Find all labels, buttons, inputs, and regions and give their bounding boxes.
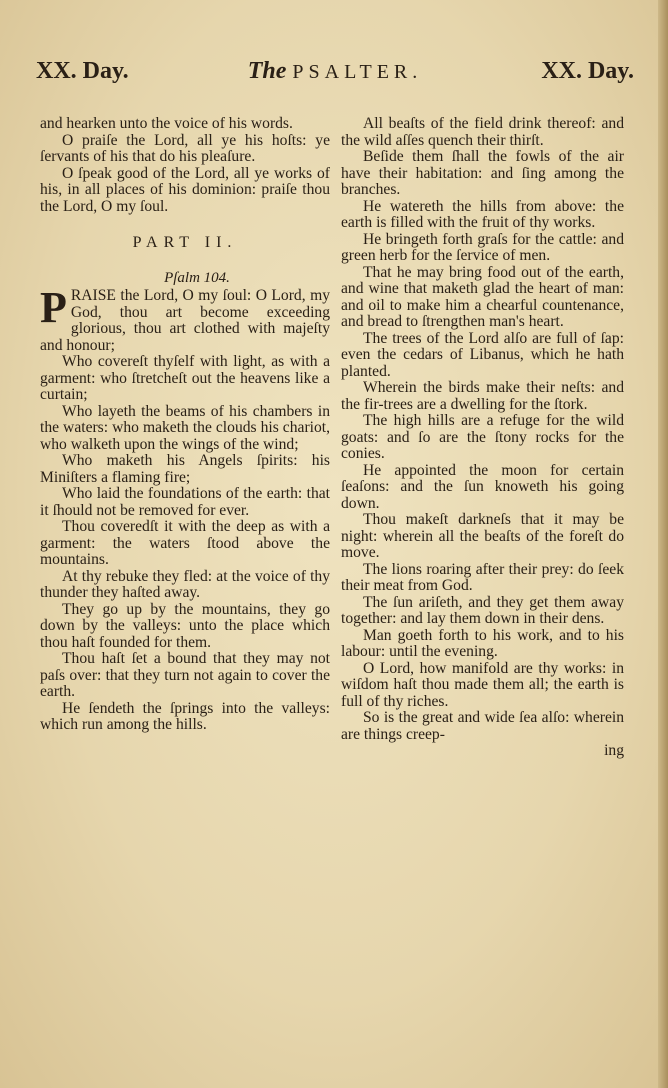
verse: and hearken unto the voice of his words. xyxy=(40,115,293,132)
running-header xyxy=(36,58,634,98)
verse: They go up by the mountains, they go down by the valleys: unto the place which thou haſt founded for them. xyxy=(40,600,330,651)
header-day-right: XX. Day. xyxy=(541,58,634,84)
header-title-the: The xyxy=(247,58,287,84)
verse: O ſpeak good of the Lord, all ye works of his, in all places of his dominion: praiſe thou the Lord, O my ſoul. xyxy=(40,164,330,215)
right-column xyxy=(341,116,624,760)
verse: Thou coveredſt it with the deep as with a garment: the waters ſtood above the mountains. xyxy=(40,518,330,568)
header-day-left: XX. Day. xyxy=(36,58,129,84)
verse: At thy rebuke they fled: at the voice of thy thunder they haſted away. xyxy=(40,567,330,601)
catchword: ing xyxy=(604,742,624,759)
verse: He ſendeth the ſprings into the valleys: which run among the hills. xyxy=(40,699,330,733)
verse: So is the great and wide ſea alſo: wherein are things creep- xyxy=(341,709,624,743)
verse: He watereth the hills from above: the earth is filled with the fruit of thy works. xyxy=(341,197,624,231)
verse: The trees of the Lord alſo are full of ſap: even the cedars of Libanus, which he hath planted. xyxy=(341,329,624,380)
verse: O Lord, how manifold are thy works: in wiſdom haſt thou made them all; the earth is full of thy riches. xyxy=(341,659,624,710)
verse: That he may bring food out of the earth, and wine that maketh glad the heart of man: and oil to make him a chearful countenance, and bread to ſtrengthen man's heart. xyxy=(341,263,624,330)
verse: Who covereſt thyſelf with light, as with a garment: who ſtretcheſt out the heavens like a curtain; xyxy=(40,353,330,403)
verse: Who layeth the beams of his chambers in the waters: who maketh the clouds his chariot, who walketh upon the wings of the wind; xyxy=(40,402,330,453)
verse: Beſide them ſhall the fowls of the air have their habitation: and ſing among the branches. xyxy=(341,148,624,198)
verse: Thou haſt ſet a bound that they may not paſs over: that they turn not again to cover the earth. xyxy=(40,650,330,700)
part-heading: PART II. xyxy=(132,234,238,251)
verse: O praiſe the Lord, all ye his hoſts: ye ſervants of his that do his pleaſure. xyxy=(40,131,330,165)
header-title-psalter: PSALTER. xyxy=(292,61,423,83)
verse: He appointed the moon for certain ſeaſons: and the ſun knoweth his going down. xyxy=(341,461,624,512)
verse: He bringeth forth graſs for the cattle: and green herb for the ſervice of men. xyxy=(341,230,624,264)
verse: Who laid the foundations of the earth: that it ſhould not be removed for ever. xyxy=(40,485,330,519)
drop-cap: P xyxy=(40,283,67,332)
verse: Man goeth forth to his work, and to his labour: until the evening. xyxy=(341,626,624,660)
verse: Thou makeſt darkneſs that it may be night: wherein all the beaſts of the foreſt do move. xyxy=(341,511,624,561)
verse: The ſun ariſeth, and they get them away together: and lay them down in their dens. xyxy=(341,593,624,627)
verse: All beaſts of the field drink thereof: and the wild aſſes quench their thirſt. xyxy=(341,115,624,149)
verse: The high hills are a refuge for the wild goats: and ſo are the ſtony rocks for the conies. xyxy=(341,412,624,462)
book-spine-edge xyxy=(658,0,668,1088)
psalm-first-verse xyxy=(40,283,330,354)
verse: Wherein the birds make their neſts: and the fir-trees are a dwelling for the ſtork. xyxy=(341,379,624,413)
first-verse-text: RAISE the Lord, O my ſoul: O Lord, my God, thou art become exceeding glorious, thou art clothed with majeſty and honour; xyxy=(40,287,330,354)
header-title xyxy=(248,58,423,85)
left-column xyxy=(40,116,330,734)
psalm-heading: Pſalm 104. xyxy=(164,269,230,286)
verse: Who maketh his Angels ſpirits: his Miniſters a flaming fire; xyxy=(40,452,330,486)
verse: The lions roaring after their prey: do ſeek their meat from God. xyxy=(341,560,624,594)
